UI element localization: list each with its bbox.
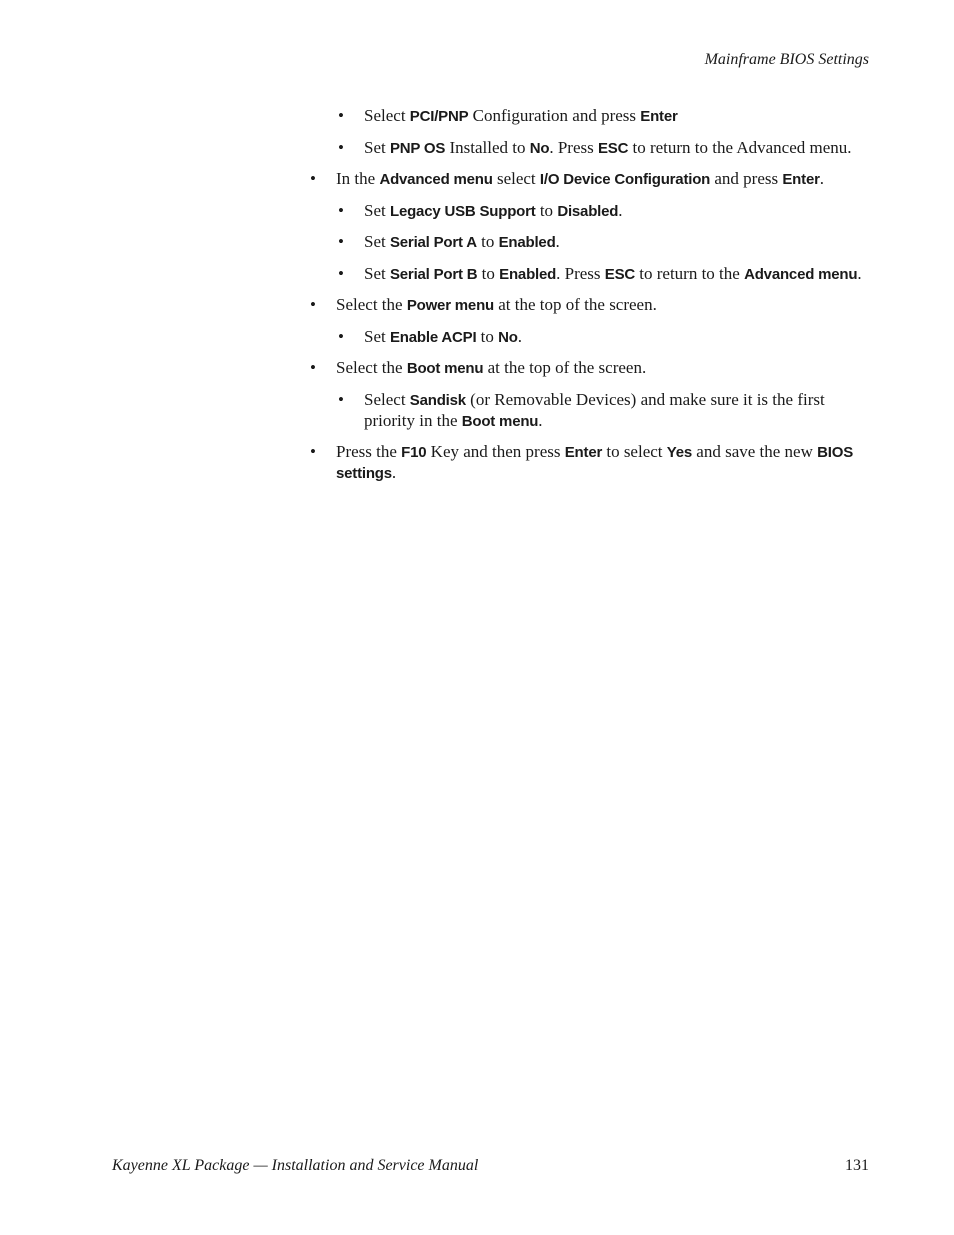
list-item	[308, 169, 873, 190]
bold-term: Boot menu	[461, 412, 539, 430]
text-run: .	[391, 463, 397, 482]
bullet-marker: •	[310, 442, 316, 461]
text-run: Set	[364, 232, 390, 251]
bold-term: Power menu	[406, 297, 494, 314]
text-run: Set	[364, 200, 390, 220]
bold-term: PNP OS	[389, 139, 446, 157]
text-run: .	[517, 326, 523, 346]
list-item	[308, 358, 873, 379]
text-run: at the top of the screen.	[483, 358, 647, 377]
footer-manual-title: Kayenne XL Package — Installation and Service Manual	[112, 1157, 479, 1174]
bullet-marker: •	[338, 232, 344, 251]
bullet-marker: •	[310, 358, 316, 377]
text-run: Key and then press	[426, 442, 565, 461]
bullet-marker: •	[310, 295, 316, 314]
bold-term: Enabled	[498, 234, 556, 251]
text-run: Press the	[336, 442, 402, 461]
text-run: to	[535, 200, 558, 220]
text-run: select	[492, 169, 540, 188]
bullet-marker: •	[338, 389, 344, 409]
bold-term: ESC	[604, 265, 636, 283]
bullet-marker: •	[338, 263, 344, 283]
bullet-marker: •	[310, 169, 316, 188]
sub-list-item	[308, 232, 873, 253]
bold-term: Yes	[666, 444, 693, 461]
text-run: Select the	[336, 358, 407, 377]
bold-term: Serial Port B	[389, 265, 478, 283]
bullet-marker: •	[338, 106, 344, 125]
text-run: (or Removable Devices) and make sure it is the first priority in the	[364, 389, 825, 430]
text-run: to return to the	[635, 263, 745, 283]
text-run: Select	[364, 389, 410, 409]
bold-term: Enabled	[499, 265, 557, 283]
text-run: . Press	[549, 137, 598, 157]
bold-term: Disabled	[557, 202, 619, 220]
bold-term: No	[498, 328, 518, 346]
text-run: and save the new	[692, 442, 818, 461]
sub-list-item	[308, 106, 873, 127]
text-run: Set	[364, 137, 390, 157]
bold-term: F10	[401, 444, 427, 461]
list-item	[308, 442, 873, 484]
text-run: Select the	[336, 295, 407, 314]
text-run: Set	[364, 263, 390, 283]
text-run: to	[476, 232, 499, 251]
text-run: .	[555, 232, 560, 251]
text-run: and press	[710, 169, 783, 188]
bold-term: Enter	[782, 171, 820, 188]
page-number: 131	[845, 1157, 869, 1174]
text-run: to	[477, 263, 500, 283]
bold-term: Serial Port A	[389, 234, 477, 251]
text-run: .	[819, 169, 824, 188]
bold-term: Enter	[564, 444, 603, 461]
bold-term: PCI/PNP	[409, 108, 469, 125]
text-run: Select	[364, 106, 410, 125]
bold-term: BIOS settings	[336, 444, 853, 482]
text-run: . Press	[556, 263, 605, 283]
bold-term: ESC	[597, 139, 629, 157]
sub-list-item	[308, 390, 873, 432]
bold-term: Enable ACPI	[389, 328, 477, 346]
list-item	[308, 295, 873, 316]
bold-term: No	[529, 139, 550, 157]
bold-term: Boot menu	[406, 360, 484, 377]
text-run: .	[538, 410, 543, 430]
text-run: to select	[602, 442, 667, 461]
bullet-marker: •	[338, 326, 344, 346]
sub-list-item	[308, 138, 873, 159]
text-run: at the top of the screen.	[494, 295, 657, 314]
text-run: to return to the Advanced menu.	[628, 137, 852, 157]
sub-list-item	[308, 264, 873, 285]
bold-term: Legacy USB Support	[389, 202, 536, 220]
text-run: .	[857, 263, 862, 283]
text-run: .	[618, 200, 623, 220]
bold-term: Advanced menu	[744, 265, 858, 283]
bullet-marker: •	[338, 200, 344, 220]
sub-list-item	[308, 201, 873, 222]
bold-term: Enter	[640, 108, 678, 125]
text-run: In the	[336, 169, 380, 188]
bullet-marker: •	[338, 137, 344, 157]
bold-term: Sandisk	[409, 391, 466, 409]
running-header: Mainframe BIOS Settings	[704, 51, 869, 68]
sub-list-item	[308, 327, 873, 348]
bold-term: Advanced menu	[379, 171, 493, 188]
text-run: Configuration and press	[468, 106, 641, 125]
bold-term: I/O Device Configuration	[539, 171, 711, 188]
text-run: Installed to	[445, 137, 530, 157]
bios-steps-list	[308, 106, 873, 495]
text-run: to	[476, 326, 499, 346]
text-run: Set	[364, 326, 390, 346]
